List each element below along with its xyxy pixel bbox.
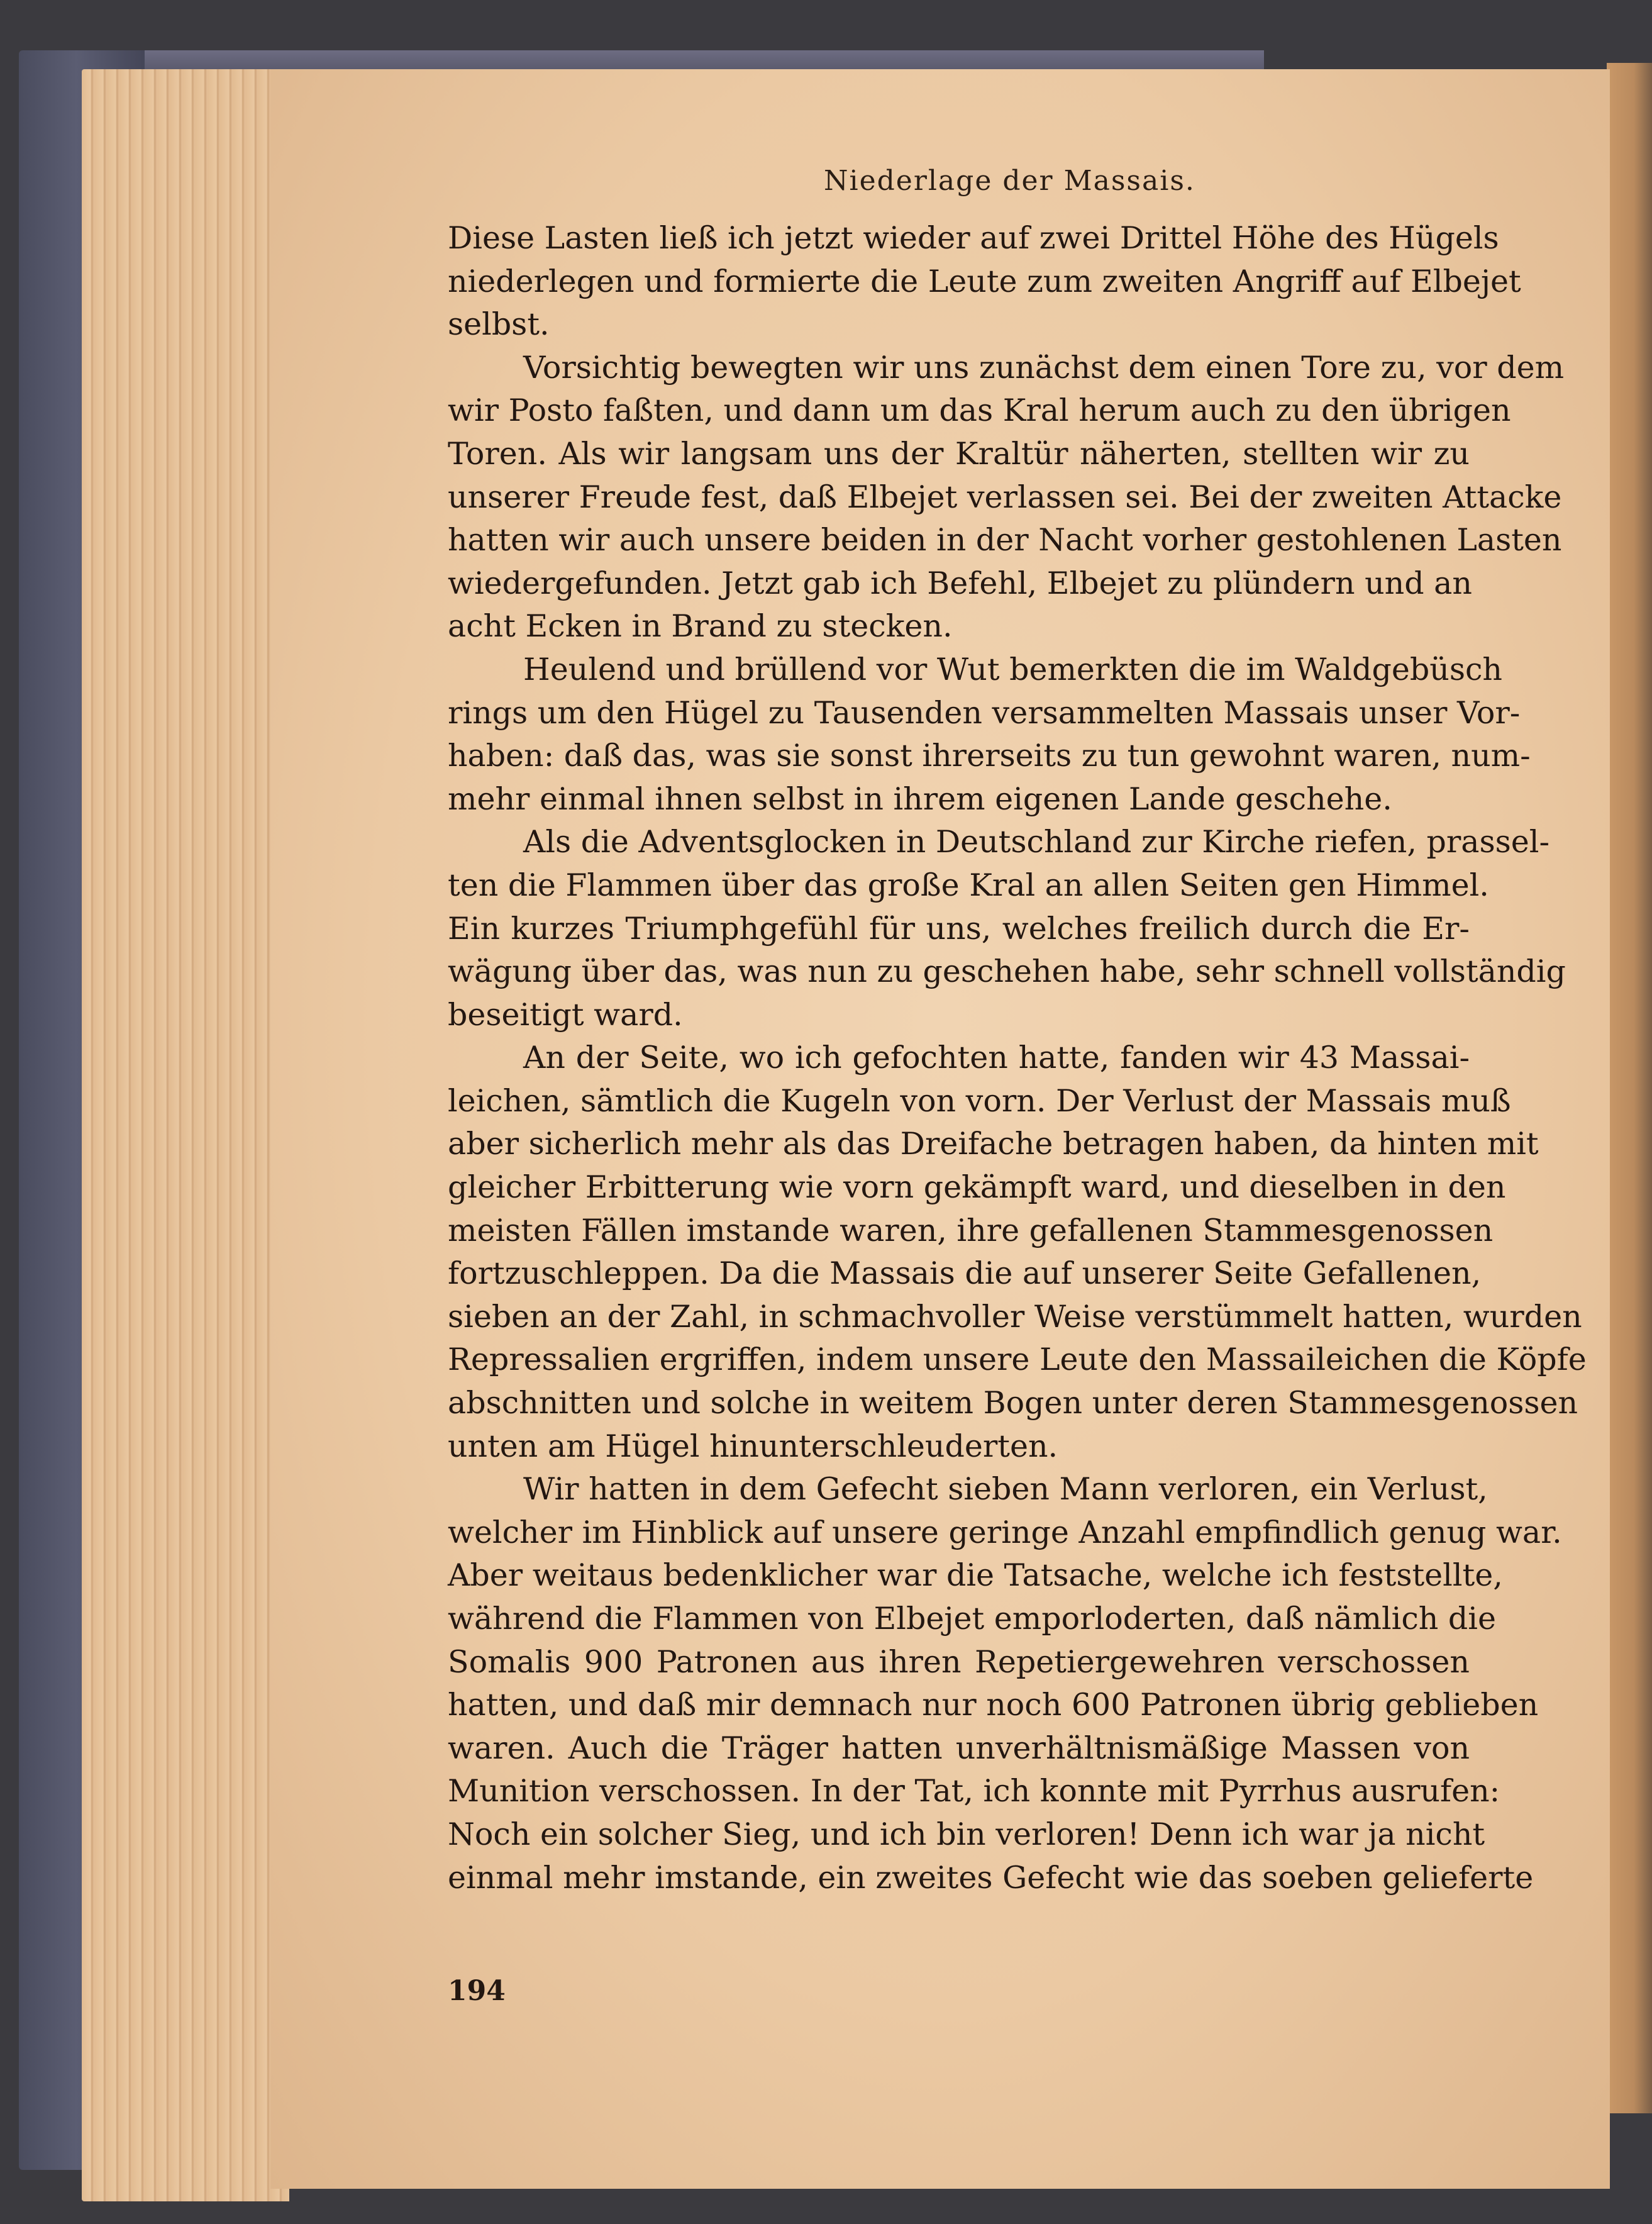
text-line: beseitigt ward. [448,996,683,1033]
text-line: Diese Lasten ließ ich jetzt wieder auf zwei Drittel Höhe des Hügels [448,220,1499,256]
text-line: haben: daß das, was sie sonst ihrerseits zu tun gewohnt waren, num- [448,738,1531,774]
body-text [448,217,1587,1899]
text-line: hatten wir auch unsere beiden in der Nacht vorher gestohlenen Lasten [448,522,1562,559]
text-line: An der Seite, wo ich gefochten hatte, fanden wir 43 Massai- [523,1040,1470,1076]
page-number: 194 [448,1975,506,2007]
text-line: Toren. Als wir langsam uns der Kraltür näherten, stellten wir zu [448,435,1470,472]
page-stack-edges [82,69,289,2201]
text-line: Noch ein solcher Sieg, und ich bin verloren! Denn ich war ja nicht [448,1816,1485,1852]
text-line: unten am Hügel hinunterschleuderten. [448,1428,1058,1464]
text-line: fortzuschleppen. Da die Massais die auf unserer Seite Gefallenen, [448,1255,1482,1292]
text-line: Repressalien ergriffen, indem unsere Leute den Massaileichen die Köpfe [448,1342,1587,1378]
text-line: niederlegen und formierte die Leute zum zweiten Angriff auf Elbejet [448,263,1521,299]
text-line: acht Ecken in Brand zu stecken. [448,608,953,645]
text-line: meisten Fällen imstande waren, ihre gefallenen Stammesgenossen [448,1212,1494,1248]
text-line: Wir hatten in dem Gefecht sieben Mann verloren, ein Verlust, [523,1471,1488,1508]
text-line: mehr einmal ihnen selbst in ihrem eigenen Lande geschehe. [448,781,1392,817]
text-line: aber sicherlich mehr als das Dreifache betragen haben, da hinten mit [448,1126,1539,1162]
text-line: rings um den Hügel zu Tausenden versammelten Massais unser Vor- [448,694,1521,731]
text-line: Somalis 900 Patronen aus ihren Repetiergewehren verschossen [448,1643,1470,1680]
text-line: Munition verschossen. In der Tat, ich konnte mit Pyrrhus ausrufen: [448,1773,1500,1810]
text-line: hatten, und daß mir demnach nur noch 600 Patronen übrig geblieben [448,1687,1539,1723]
text-line: leichen, sämtlich die Kugeln von vorn. Der Verlust der Massais muß [448,1082,1511,1119]
text-line: Als die Adventsglocken in Deutschland zur Kirche riefen, prassel- [523,824,1550,860]
text-line: wägung über das, was nun zu geschehen habe, sehr schnell vollständig [448,954,1566,990]
text-line: Ein kurzes Triumphgefühl für uns, welches freilich durch die Er- [448,910,1470,947]
running-header: Niederlage der Massais. [824,165,1195,197]
text-line: während die Flammen von Elbejet emporloderten, daß nämlich die [448,1601,1496,1637]
text-line: waren. Auch die Träger hatten unverhältnismäßige Massen von [448,1730,1470,1766]
text-line: ten die Flammen über das große Kral an allen Seiten gen Himmel. [448,867,1489,903]
text-line: selbst. [448,306,550,343]
text-line: Heulend und brüllend vor Wut bemerkten die im Waldgebüsch [523,651,1502,687]
text-line: Aber weitaus bedenklicher war die Tatsache, welche ich feststellte, [448,1557,1503,1594]
text-line: sieben an der Zahl, in schmachvoller Weise verstümmelt hatten, wurden [448,1298,1582,1335]
text-line: unserer Freude fest, daß Elbejet verlassen sei. Bei der zweiten Attacke [448,479,1562,515]
facing-page-edge [1607,63,1652,2113]
text-line: Vorsichtig bewegten wir uns zunächst dem einen Tore zu, vor dem [523,349,1565,386]
text-line: welcher im Hinblick auf unsere geringe Anzahl empfindlich genug war. [448,1514,1562,1550]
text-line: einmal mehr imstande, ein zweites Gefecht wie das soeben gelieferte [448,1859,1534,1896]
text-line: wiedergefunden. Jetzt gab ich Befehl, Elbejet zu plündern und an [448,565,1472,601]
text-line: gleicher Erbitterung wie vorn gekämpft ward, und dieselben in den [448,1169,1506,1206]
text-line: abschnitten und solche in weitem Bogen unter deren Stammesgenossen [448,1385,1578,1421]
text-line: wir Posto faßten, und dann um das Kral herum auch zu den übrigen [448,392,1511,429]
